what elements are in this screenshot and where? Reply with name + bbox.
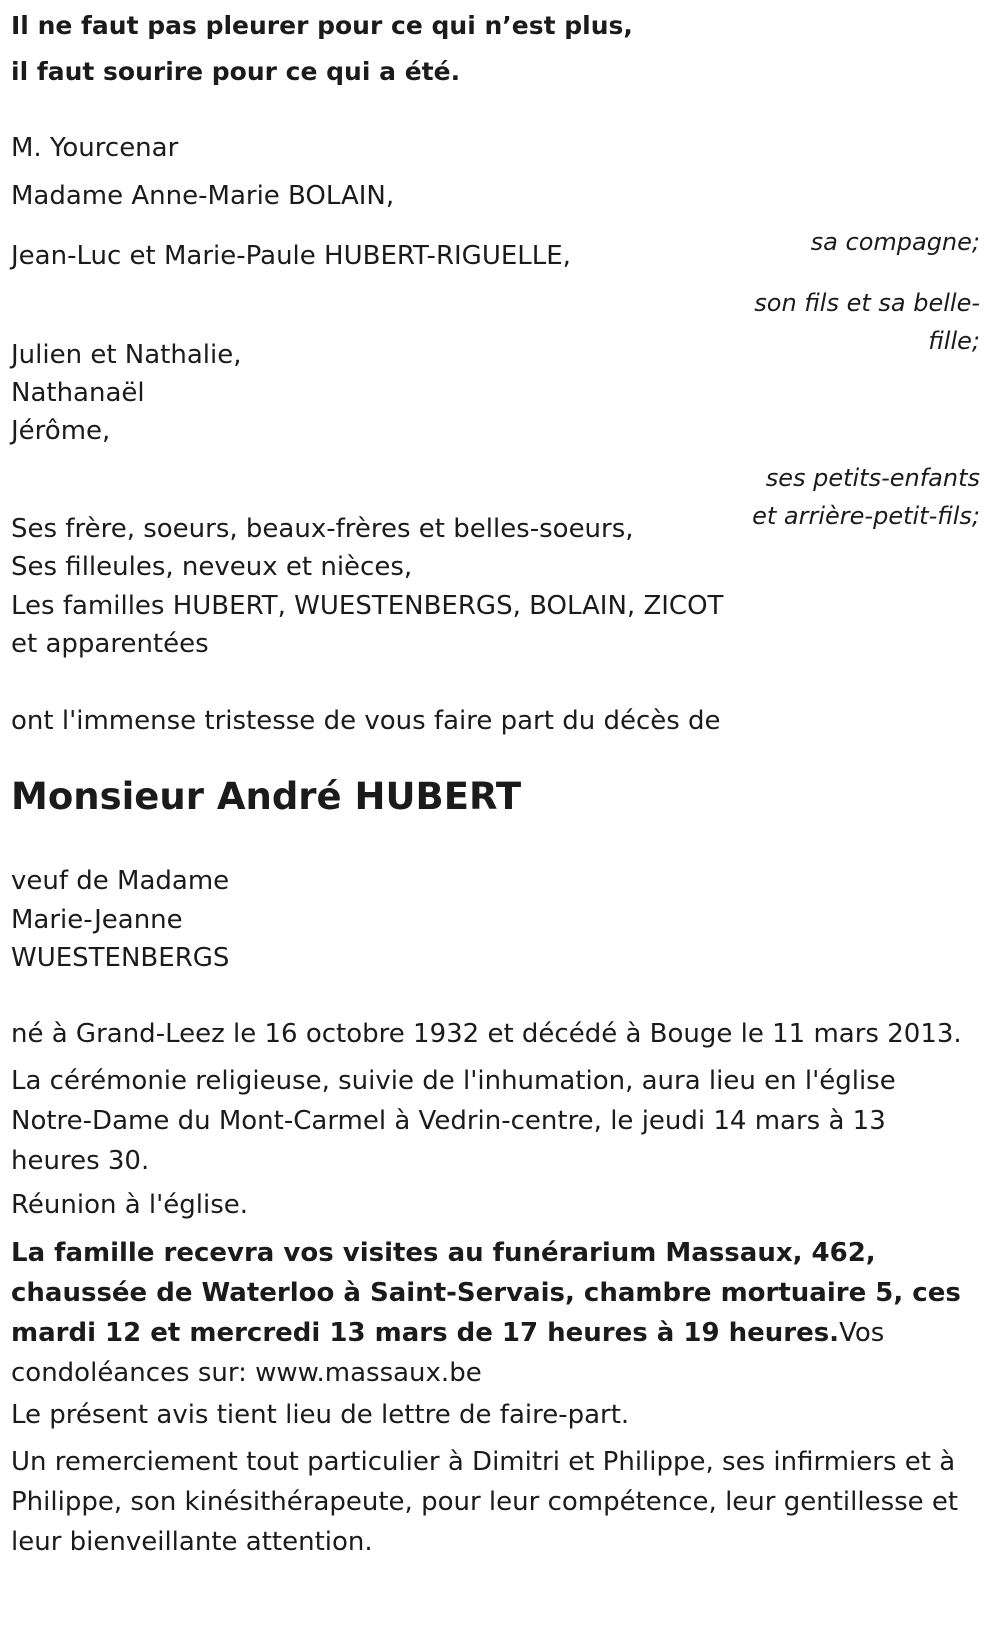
son-role-line-1: son fils et sa belle- [754, 289, 980, 317]
birth-death: né à Grand-Leez le 16 octobre 1932 et décédé à Bouge le 11 mars 2013. [11, 1019, 962, 1049]
visits-text: La famille recevra vos visites au funérarium Massaux, 462, chaussée de Waterloo à Saint-Servais, chambre mortuaire 5, ces mardi 12 et mercredi 13 mars de 17 heures à 19 heures. [11, 1238, 961, 1348]
grandchildren-role-line-1: ses petits-enfants [765, 464, 980, 492]
grandchildren-role-line-2: et arrière-petit-fils; [752, 502, 980, 530]
son-role-line-2: fille; [928, 327, 980, 355]
relatives-line-4: et apparentées [11, 629, 209, 659]
notice-text: Le présent avis tient lieu de lettre de faire-part. [11, 1400, 630, 1430]
companion-name: Madame Anne-Marie BOLAIN, [11, 181, 395, 211]
relatives-line-2: Ses filleules, neveux et nièces, [11, 552, 413, 582]
announcement-text: ont l'immense tristesse de vous faire part du décès de [11, 706, 721, 736]
quote-line-1: Il ne faut pas pleurer pour ce qui n’est plus, [11, 11, 633, 40]
relatives-line-3: Les familles HUBERT, WUESTENBERGS, BOLAIN, ZICOT [11, 591, 724, 621]
quote-author: M. Yourcenar [11, 133, 179, 163]
meeting-text: Réunion à l'église. [11, 1190, 249, 1220]
son-name: Jean-Luc et Marie-Paule HUBERT-RIGUELLE, [11, 241, 571, 271]
widow-line-2: Marie-Jeanne [11, 905, 183, 935]
condolences-text: Vos condoléances sur: www.massaux.be [11, 1318, 885, 1388]
relatives-line-1: Ses frère, soeurs, beaux-frères et belles-soeurs, [11, 514, 634, 544]
visits-paragraph [11, 1233, 976, 1393]
widow-line-3: WUESTENBERGS [11, 943, 230, 973]
grandchild-2: Nathanaël [11, 378, 145, 408]
thanks-text: Un remerciement tout particulier à Dimitri et Philippe, ses infirmiers et à Philippe, son kinésithérapeute, pour leur compétence, leur gentillesse et leur bienveillante attention. [11, 1447, 959, 1557]
widow-line-1: veuf de Madame [11, 866, 230, 896]
ceremony-text: La cérémonie religieuse, suivie de l'inhumation, aura lieu en l'église Notre-Dame du Mont-Carmel à Vedrin-centre, le jeudi 14 mars à 13 heures 30. [11, 1066, 896, 1176]
grandchild-1: Julien et Nathalie, [11, 340, 242, 370]
companion-role: sa compagne; [810, 228, 980, 256]
deceased-name: Monsieur André HUBERT [11, 775, 522, 818]
grandchild-3: Jérôme, [11, 416, 111, 446]
quote-line-2: il faut sourire pour ce qui a été. [11, 57, 461, 86]
